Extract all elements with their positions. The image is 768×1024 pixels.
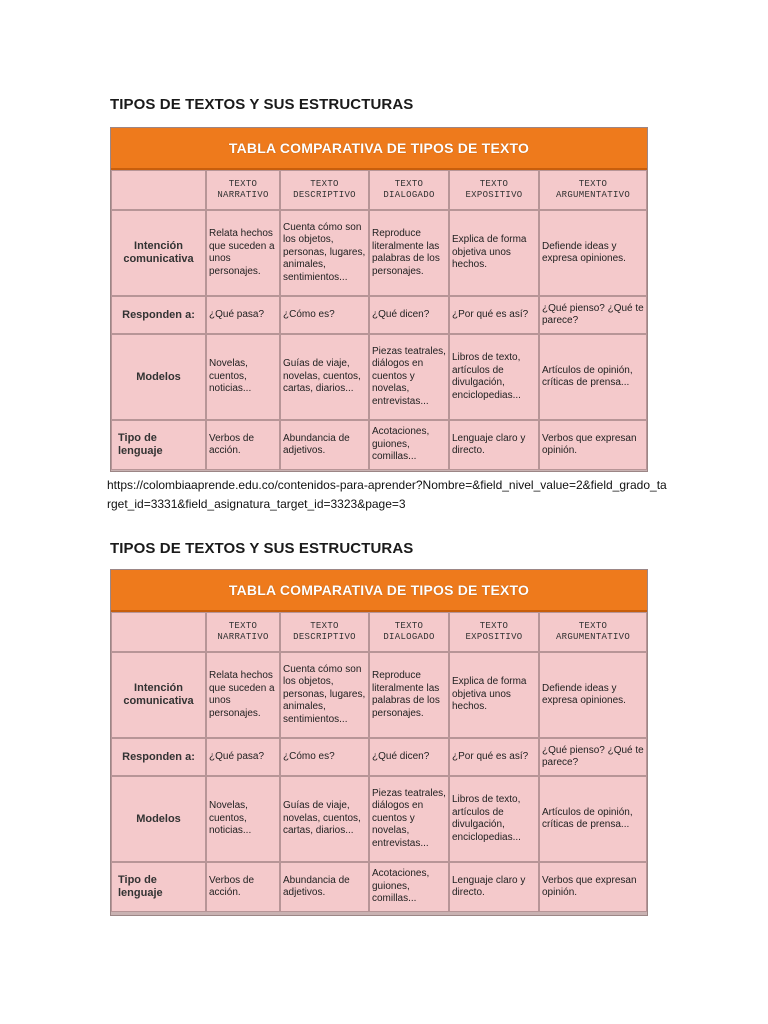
column-header: TEXTO DESCRIPTIVO [280,612,369,652]
table-cell: Relata hechos que suceden a unos personajes. [206,210,280,296]
row-header: Responden a: [111,738,206,776]
table-cell: Artículos de opinión, críticas de prensa... [539,776,647,862]
table-cell: ¿Qué dicen? [369,296,449,334]
table-cell: Libros de texto, artículos de divulgación, enciclopedias... [449,334,539,420]
table-corner-cell [111,170,206,210]
table-cell: Verbos de acción. [206,862,280,912]
column-header: TEXTO DIALOGADO [369,612,449,652]
table-cell: Piezas teatrales, diálogos en cuentos y novelas, entrevistas... [369,776,449,862]
column-header: TEXTO NARRATIVO [206,612,280,652]
table-cell: Piezas teatrales, diálogos en cuentos y novelas, entrevistas... [369,334,449,420]
row-header: Tipo de lenguaje [111,420,206,470]
table-cell: ¿Por qué es así? [449,738,539,776]
column-header: TEXTO EXPOSITIVO [449,170,539,210]
table-cell: Reproduce literalmente las palabras de los personajes. [369,210,449,296]
table-cell: ¿Qué pasa? [206,738,280,776]
row-header: Intención comunicativa [111,210,206,296]
row-header: Tipo de lenguaje [111,862,206,912]
table-cell: Novelas, cuentos, noticias... [206,776,280,862]
table-cell: Relata hechos que suceden a unos personajes. [206,652,280,738]
table-cell: Cuenta cómo son los objetos, personas, lugares, animales, sentimientos... [280,652,369,738]
row-header: Modelos [111,334,206,420]
table-cell: ¿Cómo es? [280,296,369,334]
column-header: TEXTO DESCRIPTIVO [280,170,369,210]
table-title: TABLA COMPARATIVA DE TIPOS DE TEXTO [111,570,647,612]
table-cell: Abundancia de adjetivos. [280,420,369,470]
row-header: Intención comunicativa [111,652,206,738]
comparison-table-2 [110,569,648,916]
table-cell: ¿Qué pienso? ¿Qué te parece? [539,738,647,776]
column-header: TEXTO ARGUMENTATIVO [539,612,647,652]
table-cell: ¿Qué dicen? [369,738,449,776]
table-cell: Abundancia de adjetivos. [280,862,369,912]
comparison-table-1 [110,127,648,472]
table-cell: Acotaciones, guiones, comillas... [369,862,449,912]
column-header: TEXTO ARGUMENTATIVO [539,170,647,210]
table-corner-cell [111,612,206,652]
table-cell: ¿Cómo es? [280,738,369,776]
table-cell: ¿Por qué es así? [449,296,539,334]
table-cell: Guías de viaje, novelas, cuentos, cartas, diarios... [280,334,369,420]
column-header: TEXTO EXPOSITIVO [449,612,539,652]
table-cell: Verbos de acción. [206,420,280,470]
table-cell: Verbos que expresan opinión. [539,862,647,912]
column-header: TEXTO NARRATIVO [206,170,280,210]
table-cell: Libros de texto, artículos de divulgación, enciclopedias... [449,776,539,862]
table-cell: Cuenta cómo son los objetos, personas, lugares, animales, sentimientos... [280,210,369,296]
page-heading-2: TIPOS DE TEXTOS Y SUS ESTRUCTURAS [110,540,414,557]
table-cell: Acotaciones, guiones, comillas... [369,420,449,470]
table-cell: Defiende ideas y expresa opiniones. [539,210,647,296]
row-header: Responden a: [111,296,206,334]
table-cell: Novelas, cuentos, noticias... [206,334,280,420]
table-cell: Guías de viaje, novelas, cuentos, cartas, diarios... [280,776,369,862]
table-cell: ¿Qué pasa? [206,296,280,334]
page-heading-1: TIPOS DE TEXTOS Y SUS ESTRUCTURAS [110,96,414,113]
table-cell: Defiende ideas y expresa opiniones. [539,652,647,738]
table-cell: Explica de forma objetiva unos hechos. [449,210,539,296]
table-cell: Lenguaje claro y directo. [449,862,539,912]
row-header: Modelos [111,776,206,862]
column-header: TEXTO DIALOGADO [369,170,449,210]
table-cell: Explica de forma objetiva unos hechos. [449,652,539,738]
source-link[interactable]: https://colombiaaprende.edu.co/contenidos-para-aprender?Nombre=&field_nivel_value=2&field_grado_target_id=3331&field_asignatura_target_id=3323&page=3 [107,478,667,511]
table-title: TABLA COMPARATIVA DE TIPOS DE TEXTO [111,128,647,170]
table-cell: ¿Qué pienso? ¿Qué te parece? [539,296,647,334]
table-cell: Lenguaje claro y directo. [449,420,539,470]
table-cell: Verbos que expresan opinión. [539,420,647,470]
table-cell: Reproduce literalmente las palabras de los personajes. [369,652,449,738]
table-cell: Artículos de opinión, críticas de prensa... [539,334,647,420]
